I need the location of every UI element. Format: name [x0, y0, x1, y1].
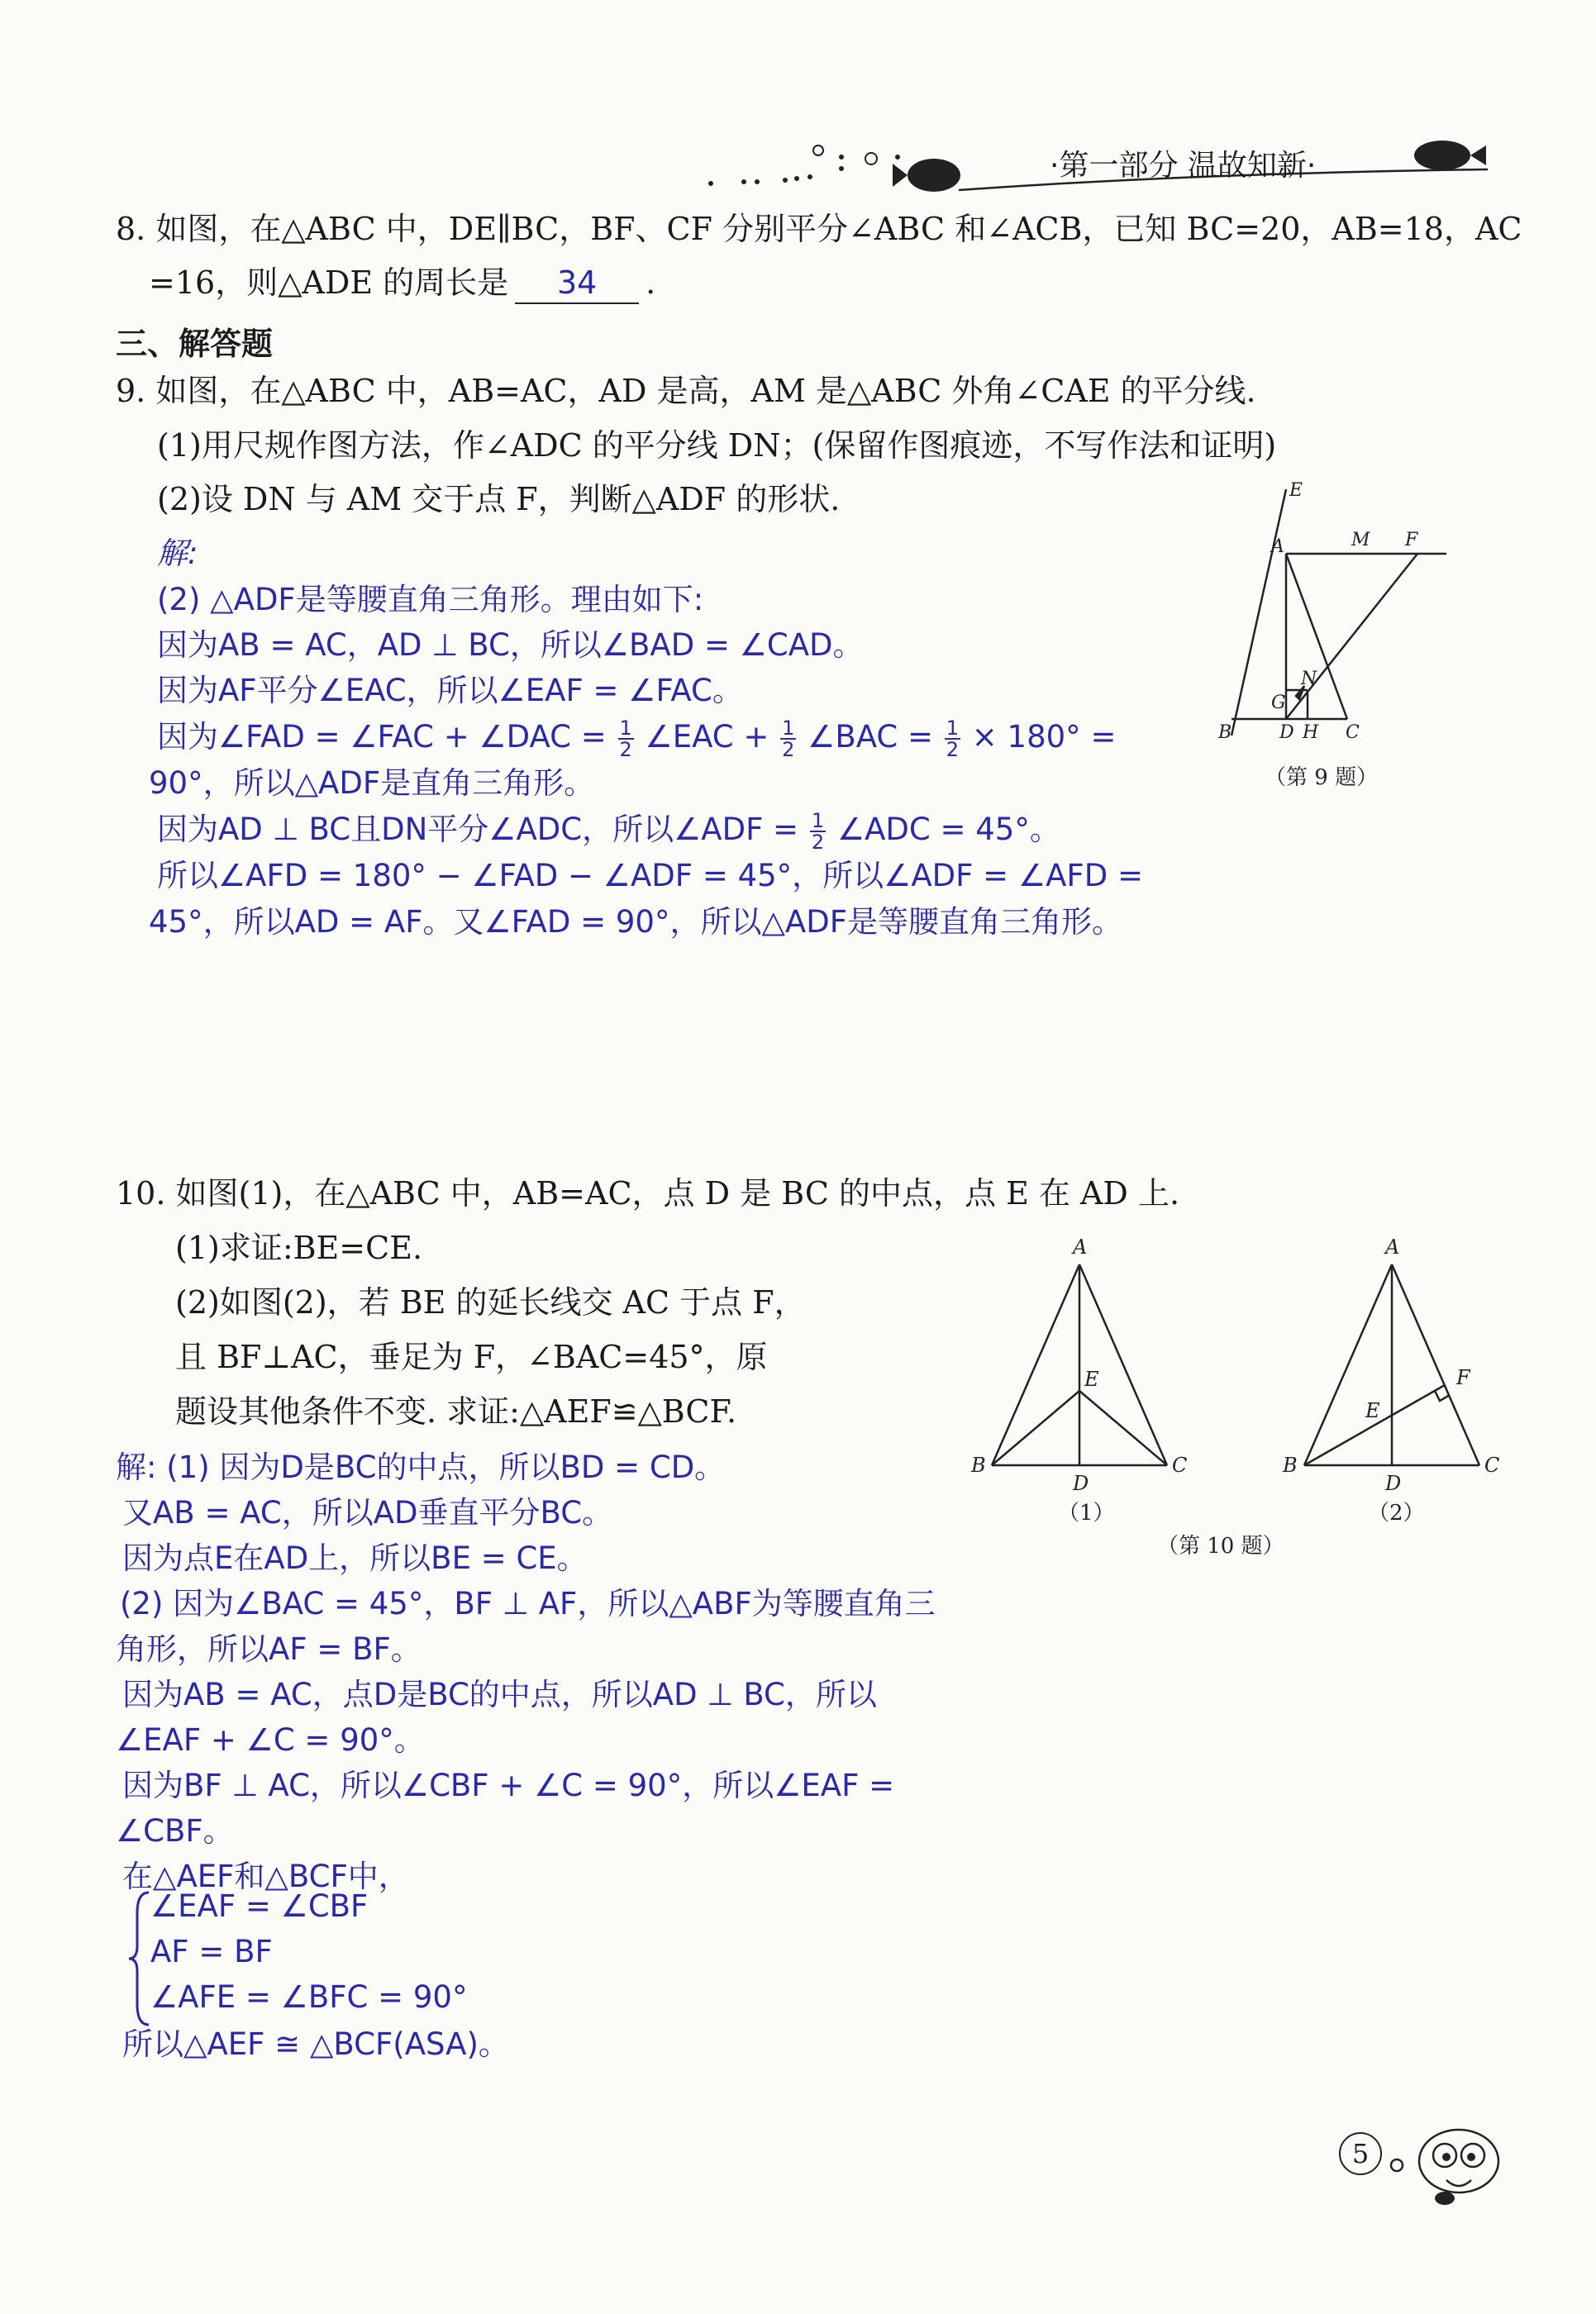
q10-part2a: (2)如图(2)，若 BE 的延长线交 AC 于点 F，: [175, 1284, 806, 1321]
q9-sol-line1: (2) △ADF是等腰直角三角形。理由如下:: [157, 582, 704, 617]
q9-sol-label: 解:: [157, 536, 198, 571]
q9-sol-line4-c: ∠BAC =: [808, 719, 933, 755]
q9-half-den: 2: [619, 737, 632, 761]
q10-fig1-label-A: A: [1073, 1236, 1088, 1259]
q8-line2-end: .: [646, 264, 656, 301]
q9-sol-line3: 因为AF平分∠EAC，所以∠EAF = ∠FAC。: [157, 673, 743, 708]
q9-sol-line5: 90°，所以△ADF是直角三角形。: [149, 765, 595, 801]
q9-label-M: M: [1351, 530, 1370, 550]
header-section-title: ·第一部分 温故知新·: [1050, 149, 1317, 183]
section-heading: 三、解答题: [116, 326, 274, 362]
q9-figure: [1207, 479, 1471, 744]
q10-fig1-label-D: D: [1073, 1472, 1089, 1495]
q9-label-H: H: [1303, 722, 1319, 743]
q10-fig1-label-B: B: [971, 1454, 986, 1477]
q10-sol-line11: 所以△AEF ≅ △BCF(ASA)。: [122, 2026, 509, 2062]
q9-sol-line4-d: × 180° =: [971, 719, 1117, 755]
q9-label-E: E: [1289, 480, 1303, 501]
q10-sol-line8: 因为BF ⊥ AC，所以∠CBF + ∠C = 90°，所以∠EAF =: [122, 1768, 895, 1803]
q9-label-C: C: [1346, 722, 1360, 743]
q9-part1: (1)用尺规作图方法，作∠ADC 的平分线 DN；(保留作图痕迹，不写作法和证明): [157, 427, 1277, 464]
q9-half-num: 1: [811, 808, 825, 832]
footer-mascot: [1380, 2116, 1504, 2215]
q9-half-fraction: [780, 718, 796, 759]
q10-fig2-label-C: C: [1484, 1454, 1500, 1477]
q9-half-fraction: [810, 808, 826, 854]
q8-line1: 8. 如图，在△ABC 中，DE∥BC，BF、CF 分别平分∠ABC 和∠ACB，已知 BC=20，AB=18，AC: [116, 211, 1522, 247]
q10-sol-line7: ∠EAF + ∠C = 90°。: [116, 1722, 425, 1758]
q9-label-B: B: [1218, 722, 1232, 743]
q9-half-fraction: [945, 718, 960, 759]
q10-sol-line6: 因为AB = AC，点D是BC的中点，所以AD ⊥ BC，所以: [122, 1677, 877, 1712]
q10-fig2-label-F: F: [1456, 1366, 1470, 1389]
q10-part1: (1)求证:BE=CE.: [175, 1230, 423, 1266]
q9-half-num: 1: [782, 716, 795, 740]
q9-label-F: F: [1405, 530, 1418, 550]
q10-fig2-label-D: D: [1385, 1472, 1402, 1495]
q10-fig1-label-E: E: [1084, 1368, 1099, 1391]
q9-half-den: 2: [782, 737, 795, 761]
q9-label-G: G: [1271, 693, 1286, 713]
q9-diagram: [1207, 479, 1471, 744]
q10-sol-line2: 又AB = AC，所以AD垂直平分BC。: [122, 1495, 613, 1531]
q10-fig2-label-B: B: [1283, 1454, 1298, 1477]
q9-half-num: 1: [619, 716, 632, 740]
q8-line2-text: =16，则△ADE 的周长是: [149, 264, 509, 301]
q9-part2: (2)设 DN 与 AM 交于点 F，判断△ADF 的形状.: [157, 481, 841, 517]
q10-system-eq3: ∠AFE = ∠BFC = 90°: [150, 1979, 468, 2015]
page-number: 5: [1351, 2138, 1370, 2169]
q9-sol-line6-b: ∠ADC = 45°。: [836, 812, 1060, 847]
q9-sol-line6: [157, 810, 1060, 852]
q8-line2: [149, 263, 655, 304]
q9-sol-line4: [157, 717, 1116, 759]
q10-part2b: 且 BF⊥AC，垂足为 F，∠BAC=45°，原: [175, 1339, 768, 1375]
q10-fig2-label-A: A: [1385, 1236, 1400, 1259]
q9-sol-line8: 45°，所以AD = AF。又∠FAD = 90°，所以△ADF是等腰直角三角形。: [149, 904, 1123, 940]
q9-half-num: 1: [946, 716, 960, 740]
q10-sol-line4: (2) 因为∠BAC = 45°，BF ⊥ AF，所以△ABF为等腰直角三: [120, 1586, 936, 1621]
q10-fig1-caption: （1）: [1058, 1501, 1115, 1526]
q9-label-A: A: [1271, 536, 1284, 557]
q9-label-D: D: [1279, 722, 1294, 743]
q10-system-eq1: ∠EAF = ∠CBF: [150, 1888, 369, 1924]
owl-mascot-icon: [1380, 2116, 1504, 2215]
q10-part2c: 题设其他条件不变. 求证:△AEF≌△BCF.: [175, 1393, 737, 1430]
q10-diagram-2: [1273, 1227, 1504, 1500]
q9-half-den: 2: [946, 737, 960, 761]
page-number-badge: [1339, 2132, 1382, 2175]
q8-answer-blank: 34: [515, 263, 639, 304]
q10-sol-line9: ∠CBF。: [116, 1813, 234, 1849]
q9-sol-line2: 因为AB = AC，AD ⊥ BC，所以∠BAD = ∠CAD。: [157, 627, 864, 663]
q10-fig2-caption: （2）: [1368, 1501, 1425, 1526]
q9-sol-line6-a: 因为AD ⊥ BC且DN平分∠ADC，所以∠ADF =: [157, 812, 799, 847]
q9-caption: （第 9 题）: [1265, 765, 1379, 790]
q9-sol-line4-a: 因为∠FAD = ∠FAC + ∠DAC =: [157, 719, 607, 755]
q9-label-N: N: [1301, 669, 1317, 689]
q10-caption: （第 10 题）: [1157, 1534, 1284, 1559]
q9-stem: 9. 如图，在△ABC 中，AB=AC，AD 是高，AM 是△ABC 外角∠CAE 的平分线.: [116, 373, 1256, 409]
q10-stem: 10. 如图(1)，在△ABC 中，AB=AC，点 D 是 BC 的中点，点 E 在 AD 上.: [116, 1175, 1180, 1212]
q10-sol-line3: 因为点E在AD上，所以BE = CE。: [122, 1540, 588, 1576]
q10-fig1-label-C: C: [1172, 1454, 1188, 1477]
q10-figure-1: [967, 1227, 1198, 1500]
q10-figure-2: [1273, 1227, 1504, 1500]
q9-half-den: 2: [811, 830, 825, 854]
q10-sol-line10: 在△AEF和△BCF中，: [122, 1859, 409, 1894]
q10-sol-line5: 角形，所以AF = BF。: [116, 1631, 422, 1667]
q9-sol-line7: 所以∠AFD = 180° − ∠FAD − ∠ADF = 45°，所以∠ADF = ∠AFD =: [157, 858, 1143, 893]
q10-sol-line1: 解: (1) 因为D是BC的中点，所以BD = CD。: [116, 1450, 726, 1485]
q9-sol-line4-b: ∠EAC +: [645, 719, 769, 755]
q10-fig2-label-E: E: [1365, 1399, 1380, 1422]
q9-half-fraction: [618, 718, 634, 759]
q10-diagram-1: [967, 1227, 1198, 1500]
q10-system-eq2: AF = BF: [150, 1934, 273, 1969]
